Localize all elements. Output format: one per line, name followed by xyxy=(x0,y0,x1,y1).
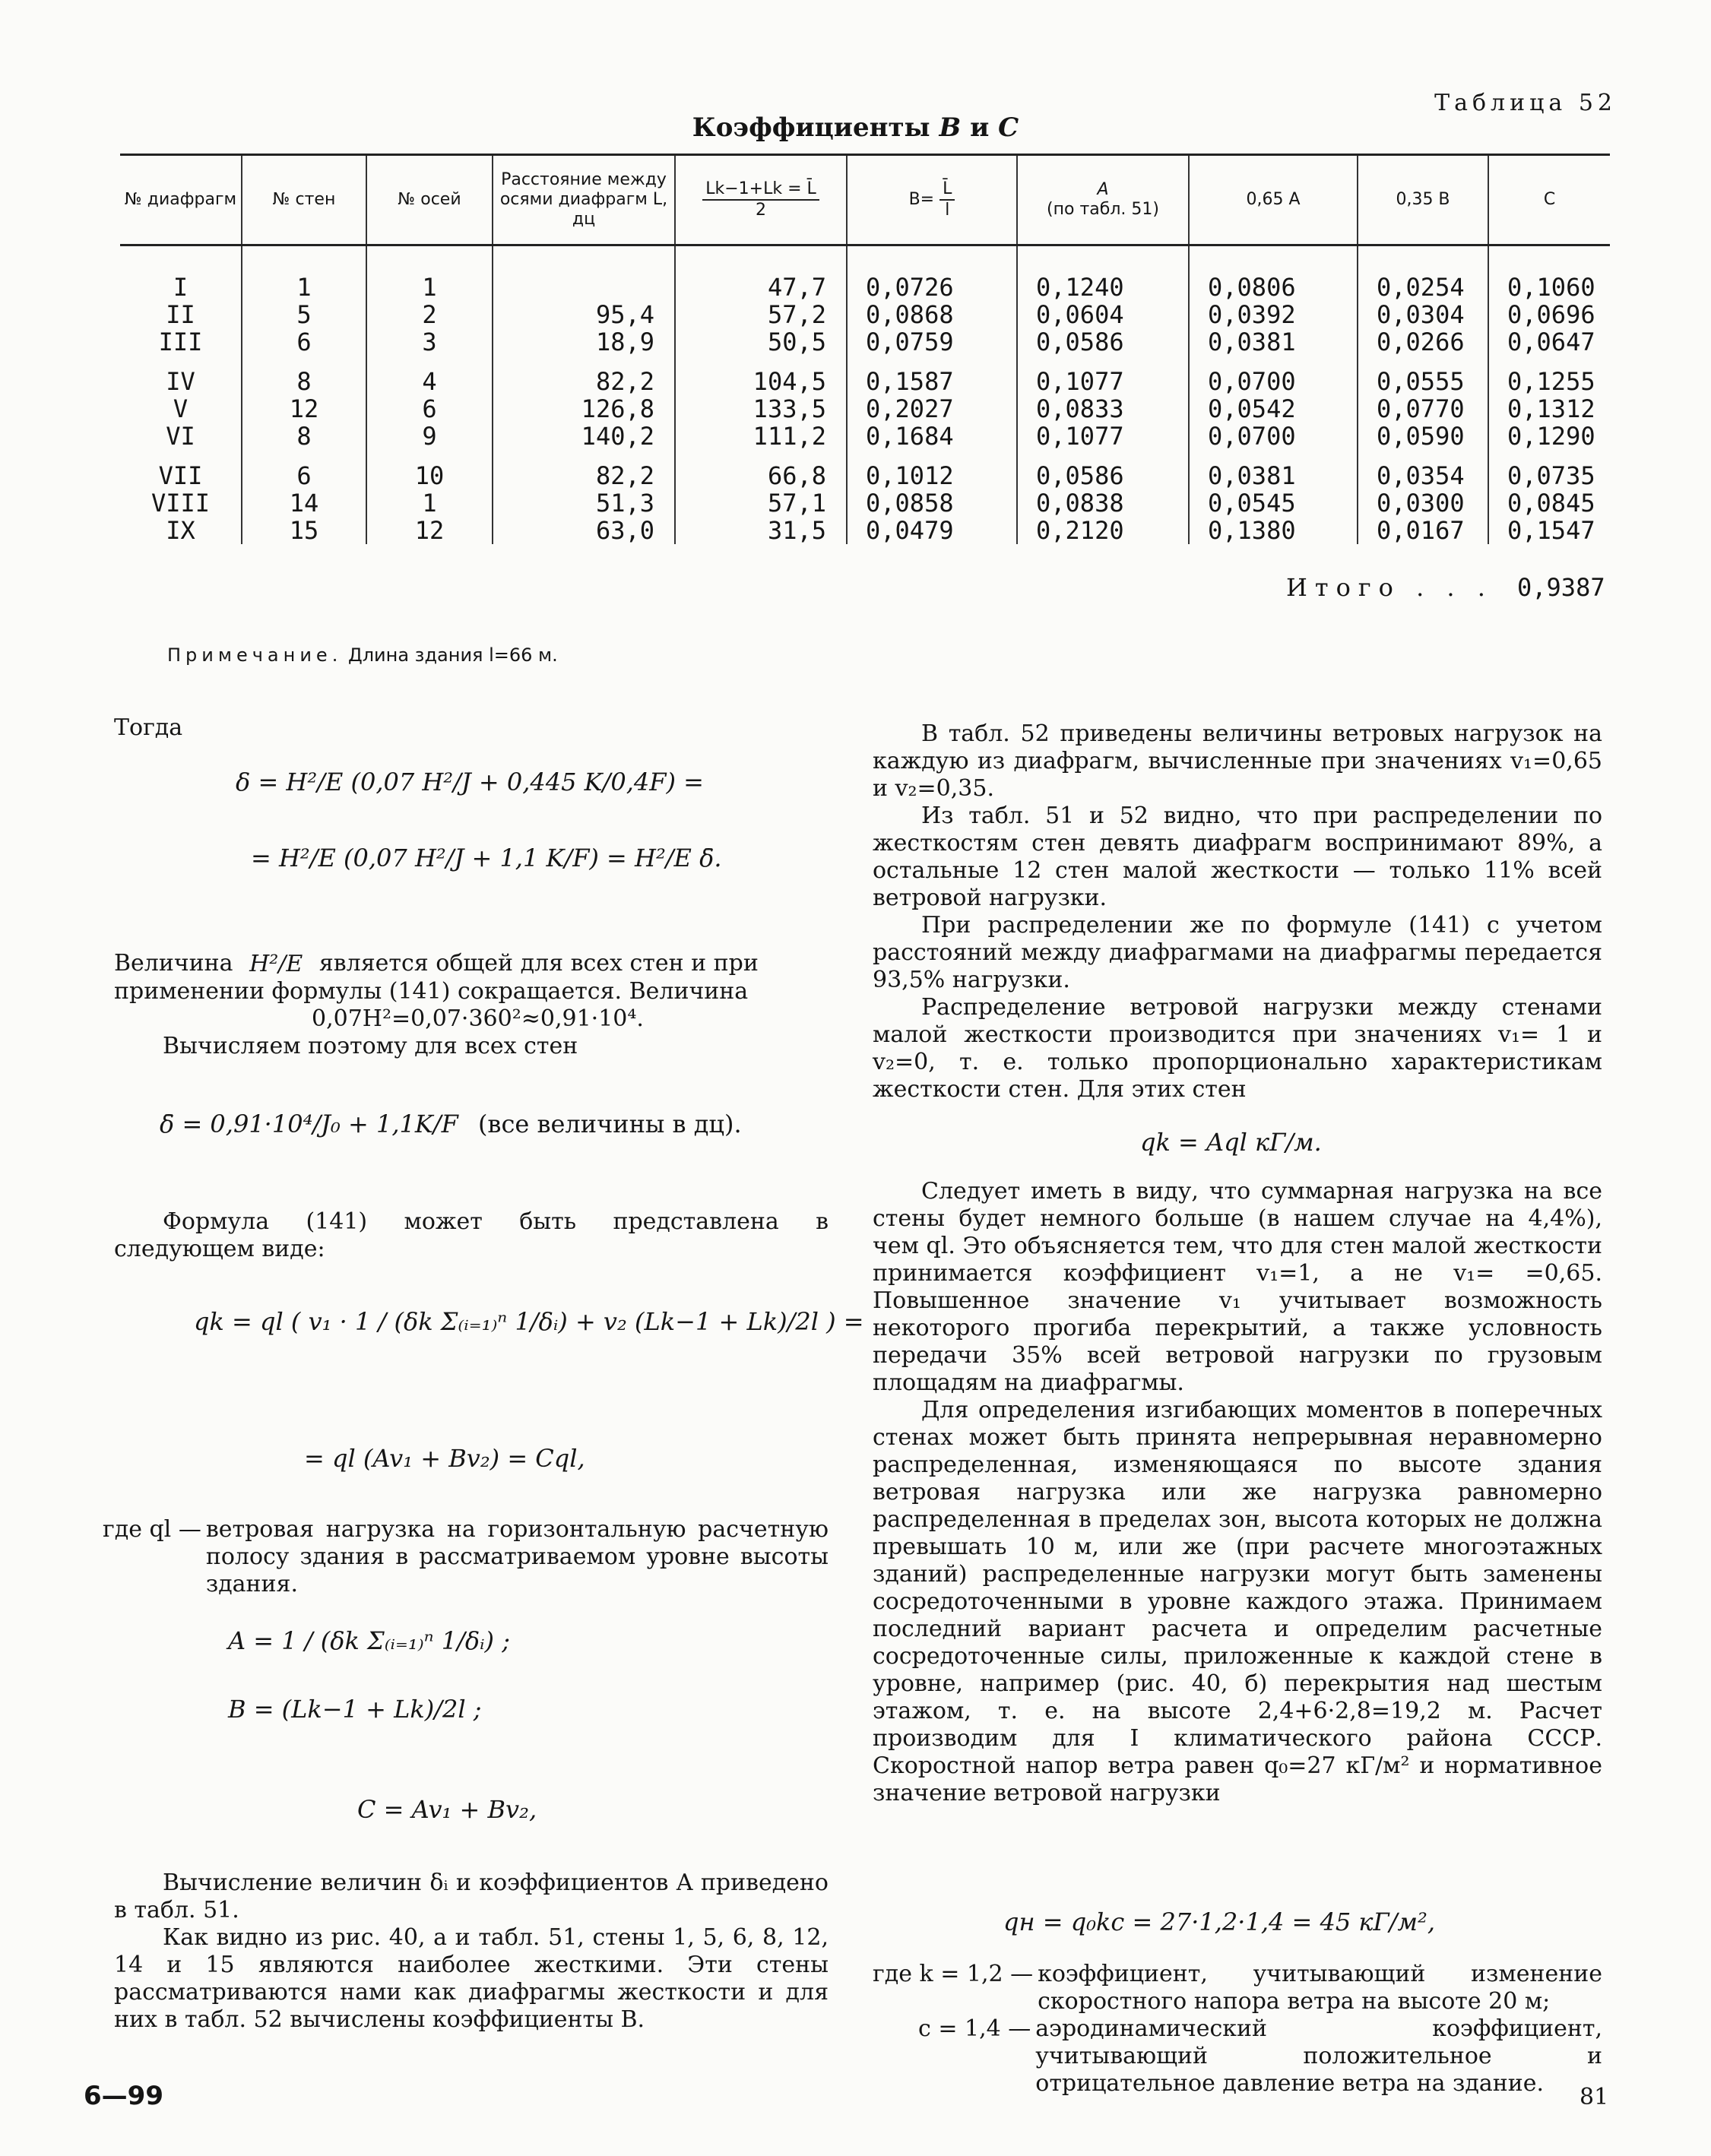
table-cell-b: 0,2027 xyxy=(847,395,1017,423)
table-cell-a: 0,0586 xyxy=(1017,328,1189,356)
table-cell-b: 0,1684 xyxy=(847,423,1017,450)
left-formula141-para: Формула (141) может быть представлена в следующем виде: xyxy=(114,1208,829,1262)
table-cell-d: IV xyxy=(120,356,242,395)
table-cell-a065: 0,0381 xyxy=(1189,328,1358,356)
table-cell-a065: 0,0700 xyxy=(1189,423,1358,450)
formula-qk: qk = ql ( v₁ · 1 / (δk Σ₍ᵢ₌₁₎ⁿ 1/δᵢ) + v₂ (Lk−1 + Lk)/2l ) = xyxy=(194,1307,864,1336)
table-cell-a: 0,0838 xyxy=(1017,489,1189,517)
table-cell-axis: 9 xyxy=(366,423,493,450)
table-cell-axis: 4 xyxy=(366,356,493,395)
header-b035: 0,35 B xyxy=(1358,155,1488,245)
table-cell-b035: 0,0304 xyxy=(1358,301,1488,328)
table-cell-wall: 8 xyxy=(242,356,366,395)
table-cell-d: IX xyxy=(120,517,242,544)
table-cell-c: 0,1255 xyxy=(1507,367,1595,396)
table-cell-b: 0,0726 xyxy=(847,245,1017,302)
table-row xyxy=(120,328,1610,356)
formula-qk-2: = ql (Av₁ + Bv₂) = Cql, xyxy=(304,1444,585,1473)
table-cell-d: VII xyxy=(120,450,242,489)
table-cell-axis: 1 xyxy=(366,489,493,517)
table-cell-lsum: 111,2 xyxy=(675,423,847,450)
table-cell-axis: 6 xyxy=(366,395,493,423)
table-cell-c: 0,1547 xyxy=(1507,516,1595,545)
table-cell-wall: 8 xyxy=(242,423,366,450)
table-cell-lsum: 47,7 xyxy=(675,245,847,302)
total-value: 0,9387 xyxy=(1517,573,1605,602)
table-cell-d: I xyxy=(120,245,242,302)
header-lsum: $\frac{Lk-1+Lk = L̄}{2}$ xyxy=(675,155,847,245)
table-row xyxy=(120,245,1610,302)
table-cell-a: 0,2120 xyxy=(1017,517,1189,544)
formula-qk-aql: qk = Aql кГ/м. xyxy=(1140,1128,1322,1157)
table-row xyxy=(120,517,1610,544)
table-cell-axis: 2 xyxy=(366,301,493,328)
table-cell-axis: 12 xyxy=(366,517,493,544)
total-label: Итого . . . xyxy=(1286,573,1493,602)
table-label: Таблица 52 xyxy=(1434,90,1617,116)
table-header-row xyxy=(120,155,1610,245)
signature-mark: 6—99 xyxy=(84,2081,163,2111)
table-cell-dist: 63,0 xyxy=(493,517,675,544)
table-cell-dist: 126,8 xyxy=(493,395,675,423)
table-cell-d: VIII xyxy=(120,489,242,517)
table-cell-b035: 0,0590 xyxy=(1358,423,1488,450)
left-where-ql: где ql — ветровая нагрузка на горизонтальную расчетную полосу здания в рассматриваемом уровне высоты здания. xyxy=(103,1516,829,1597)
table-cell-a065: 0,0545 xyxy=(1189,489,1358,517)
formula-a: A = 1 / (δk Σ₍ᵢ₌₁₎ⁿ 1/δᵢ) ; xyxy=(228,1626,510,1655)
table-cell-c: 0,0647 xyxy=(1507,328,1595,356)
table-cell-axis: 3 xyxy=(366,328,493,356)
table-cell-a: 0,1240 xyxy=(1017,245,1189,302)
table-cell-wall: 6 xyxy=(242,328,366,356)
table-cell-dist xyxy=(493,245,675,302)
table-cell-b: 0,0868 xyxy=(847,301,1017,328)
table-cell-c: 0,0735 xyxy=(1507,461,1595,490)
table-cell-dist: 140,2 xyxy=(493,423,675,450)
table-cell-c: 0,0845 xyxy=(1507,489,1595,518)
table-cell-a065: 0,0381 xyxy=(1189,450,1358,489)
table-cell-d: V xyxy=(120,395,242,423)
right-where-c: c = 1,4 — аэродинамический коэффициент, учитывающий положительное и отрицательное давление ветра на здание. xyxy=(918,2015,1602,2097)
table-cell-lsum: 66,8 xyxy=(675,450,847,489)
table-note: Примечание. Длина здания l=66 м. xyxy=(167,644,558,666)
table-cell-b: 0,0858 xyxy=(847,489,1017,517)
table-cell-a065: 0,0700 xyxy=(1189,356,1358,395)
header-axis: № осей xyxy=(366,155,493,245)
header-b: B= $\frac{L̄}{l}$ xyxy=(847,155,1017,245)
table-row xyxy=(120,356,1610,395)
left-then: Тогда xyxy=(114,714,183,741)
table-cell-b035: 0,0770 xyxy=(1358,395,1488,423)
table-cell-wall: 14 xyxy=(242,489,366,517)
table-cell-c: 0,1290 xyxy=(1507,422,1595,451)
table-cell-dist: 51,3 xyxy=(493,489,675,517)
table-cell-a065: 0,0542 xyxy=(1189,395,1358,423)
table-cell-dist: 82,2 xyxy=(493,450,675,489)
table-row xyxy=(120,450,1610,489)
table-cell-a: 0,1077 xyxy=(1017,423,1189,450)
table-cell-d: II xyxy=(120,301,242,328)
table-cell-wall: 15 xyxy=(242,517,366,544)
right-where-k: где k = 1,2 — коэффициент, учитывающий изменение скоростного напора ветра на высоте 20 м; xyxy=(873,1961,1602,2015)
table-cell-b035: 0,0266 xyxy=(1358,328,1488,356)
table-cell-lsum: 104,5 xyxy=(675,356,847,395)
table-cell-wall: 1 xyxy=(242,245,366,302)
table-row xyxy=(120,423,1610,450)
table-cell-axis: 1 xyxy=(366,245,493,302)
table-cell-a065: 0,0806 xyxy=(1189,245,1358,302)
left-bottom-paras: Вычисление величин δᵢ и коэффициентов A приведено в табл. 51. Как видно из рис. 40, а и табл. 51, стены 1, 5, 6, 8, 12, 14 и 15 являются наиболее жесткими. Эти стены рассматриваются нами как диафрагмы жесткости и для них в табл. 52 вычислены коэффициенты B. xyxy=(114,1869,829,2033)
table-cell-lsum: 57,2 xyxy=(675,301,847,328)
table-cell-b035: 0,0254 xyxy=(1358,245,1488,302)
table-cell-b: 0,1587 xyxy=(847,356,1017,395)
formula-qn: qн = q₀kc = 27·1,2·1,4 = 45 кГ/м², xyxy=(1003,1907,1435,1936)
table-cell-lsum: 50,5 xyxy=(675,328,847,356)
table-cell-c: 0,0696 xyxy=(1507,300,1595,329)
table-cell-a: 0,0833 xyxy=(1017,395,1189,423)
right-top-paras: В табл. 52 приведены величины ветровых нагрузок на каждую из диафрагм, вычисленные при значениях v₁=0,65 и v₂=0,35. Из табл. 51 и 52 видно, что при распределении по жесткостям стен девять диафрагм воспринимают 89%, а остальные 12 стен малой жесткости — только 11% всей ветровой нагрузки. При распределении же по формуле (141) с учетом расстояний между диафрагмами на диафрагмы передается 93,5% нагрузки. Распределение ветровой нагрузки между стенами малой жесткости производится при значениях v₁= 1 и v₂=0, т. е. только пропорционально характеристикам жесткости стен. Для этих стен xyxy=(873,720,1602,1103)
table-cell-wall: 12 xyxy=(242,395,366,423)
table-cell-b: 0,0479 xyxy=(847,517,1017,544)
table-row xyxy=(120,301,1610,328)
header-distance: Расстояние между осями диафрагм L, дц xyxy=(493,155,675,245)
table-row xyxy=(120,395,1610,423)
header-wall: № стен xyxy=(242,155,366,245)
table-cell-axis: 10 xyxy=(366,450,493,489)
table-cell-dist: 82,2 xyxy=(493,356,675,395)
formula-b: B = (Lk−1 + Lk)/2l ; xyxy=(228,1695,482,1724)
coefficients-table xyxy=(120,154,1610,544)
table-cell-b: 0,0759 xyxy=(847,328,1017,356)
table-cell-b035: 0,0300 xyxy=(1358,489,1488,517)
table-cell-a: 0,1077 xyxy=(1017,356,1189,395)
table-cell-c: 0,1312 xyxy=(1507,394,1595,423)
table-cell-wall: 6 xyxy=(242,450,366,489)
table-cell-dist: 18,9 xyxy=(493,328,675,356)
table-cell-a: 0,0604 xyxy=(1017,301,1189,328)
table-cell-wall: 5 xyxy=(242,301,366,328)
header-c: C xyxy=(1488,155,1610,245)
table-cell-lsum: 133,5 xyxy=(675,395,847,423)
table-cell-a065: 0,1380 xyxy=(1189,517,1358,544)
table-cell-a: 0,0586 xyxy=(1017,450,1189,489)
left-value-para: Величина H²/E является общей для всех стен и при применении формулы (141) сокращается. Величина 0,07H²=0,07·360²≈0,91·10⁴. Вычисляем поэтому для всех стен xyxy=(114,950,759,1059)
header-a: A (по табл. 51) xyxy=(1017,155,1189,245)
table-cell-lsum: 31,5 xyxy=(675,517,847,544)
table-cell-d: III xyxy=(120,328,242,356)
formula-delta-2: = H²/E (0,07 H²/J + 1,1 K/F) = H²/E δ̄. xyxy=(251,844,722,872)
table-cell-b: 0,1012 xyxy=(847,450,1017,489)
formula-c: C = Av₁ + Bv₂, xyxy=(357,1795,537,1824)
table-row xyxy=(120,489,1610,517)
header-diaphragm: № диафрагм xyxy=(120,155,242,245)
table-cell-a065: 0,0392 xyxy=(1189,301,1358,328)
table-title: Коэффициенты B и C xyxy=(692,112,1019,143)
right-middle-paras: Следует иметь в виду, что суммарная нагрузка на все стены будет немного больше (в нашем случае на 4,4%), чем ql. Это объясняется тем, что для стен малой жесткости принимается коэффициент v₁=1, а не v₁= =0,65. Повышенное значение v₁ учитывает возможность некоторого прогиба перекрытий, а также условность передачи 35% всей ветровой нагрузки по грузовым площадям на диафрагмы. Для определения изгибающих моментов в поперечных стенах может быть принята непрерывная неравномерно распределенная, изменяющаяся по высоте здания ветровая нагрузка или же нагрузка равномерно распределенная в пределах зон, высота которых не должна превышать 10 м, или же (при расчете многоэтажных зданий) распределенные нагрузки могут быть заменены сосредоточенными в уровне каждого этажа. Принимаем последний вариант расчета и определим расчетные сосредоточенные силы, приложенные к каждой стене в уровне, например (рис. 40, б) перекрытия над шестым этажом, т. е. на высоте 2,4+6·2,8=19,2 м. Расчет производим для I климатического района СССР. Скоростной напор ветра равен q₀=27 кГ/м² и нормативное значение ветровой нагрузки xyxy=(873,1178,1602,1806)
header-a065: 0,65 A xyxy=(1189,155,1358,245)
table-cell-b035: 0,0354 xyxy=(1358,450,1488,489)
table-cell-c: 0,1060 xyxy=(1507,273,1595,302)
table-cell-dist: 95,4 xyxy=(493,301,675,328)
table-cell-d: VI xyxy=(120,423,242,450)
table-cell-b035: 0,0555 xyxy=(1358,356,1488,395)
page-number: 81 xyxy=(1580,2084,1609,2110)
formula-delta-1: δ = H²/E (0,07 H²/J + 0,445 K/0,4F) = xyxy=(236,768,704,796)
formula-delta-bar: δ̄ = 0,91·10⁴/J₀ + 1,1K/F (все величины в дц). xyxy=(160,1110,742,1138)
table-cell-b035: 0,0167 xyxy=(1358,517,1488,544)
table-cell-lsum: 57,1 xyxy=(675,489,847,517)
